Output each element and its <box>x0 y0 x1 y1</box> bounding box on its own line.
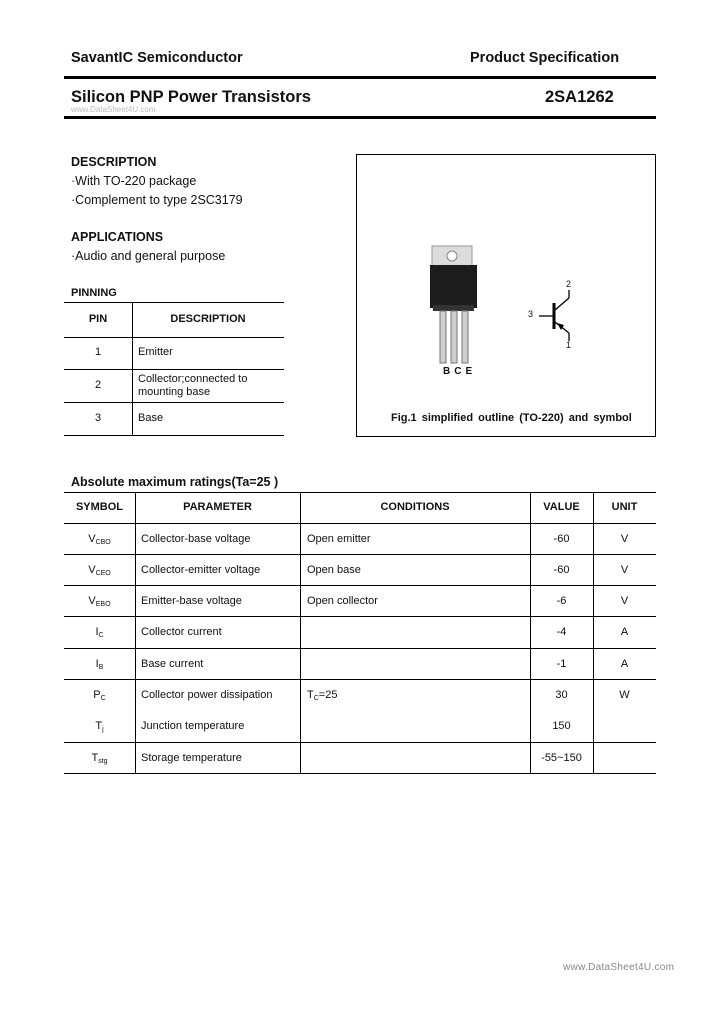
table-row-symbol: $I_B$ <box>95 658 104 671</box>
table-row-parameter: Collector-emitter voltage <box>141 564 261 576</box>
symbol-emitter-label: 1 <box>566 340 572 350</box>
table-row-value: -1 <box>556 658 567 670</box>
table-row-parameter: Collector current <box>141 626 222 638</box>
table-row-parameter: Base current <box>141 658 204 670</box>
symbol-base-label: 3 <box>528 309 534 319</box>
footer-watermark: www.DataSheet4U.com <box>563 962 675 973</box>
header-rule-top <box>64 76 656 79</box>
table-row-parameter: Collector-base voltage <box>141 533 251 545</box>
package-pin-labels <box>443 366 476 377</box>
doc-type: Product Specification <box>470 50 620 66</box>
table-row-symbol: $V_{CBO}$ <box>88 533 111 546</box>
table-row-symbol: $P_C$ <box>93 689 106 702</box>
col-unit: UNIT <box>611 501 638 513</box>
description-heading: DESCRIPTION <box>71 155 157 169</box>
pin-number: 2 <box>94 379 102 391</box>
part-number: 2SA1262 <box>545 88 614 106</box>
pin-description: Emitter <box>138 346 173 358</box>
table-row-condition: $T_C=25$ <box>307 689 338 702</box>
applications-heading: APPLICATIONS <box>71 230 164 244</box>
col-symbol: SYMBOL <box>75 501 124 513</box>
table-row-value: -4 <box>556 626 567 638</box>
col-parameter: PARAMETER <box>183 501 252 513</box>
table-row-value: -55~150 <box>541 752 582 764</box>
company-name: SavantIC Semiconductor <box>71 50 243 66</box>
pin-description: Base <box>138 412 164 424</box>
table-row-value: -60 <box>553 533 570 545</box>
table-row-symbol: $T_{stg}$ <box>91 752 108 765</box>
ratings-heading: Absolute maximum ratings(Ta=25 ) <box>71 475 279 489</box>
header-rule-bottom <box>64 116 656 119</box>
applications-item: ·Audio and general purpose <box>71 249 226 263</box>
col-value: VALUE <box>543 501 580 513</box>
pin-number: 1 <box>94 346 102 358</box>
pin-label-c: C <box>454 366 466 377</box>
pin-label-e: E <box>465 366 477 377</box>
table-row-condition: Open emitter <box>307 533 371 545</box>
table-row-condition: Open base <box>307 564 361 576</box>
figure-box <box>356 154 656 437</box>
table-row-unit: V <box>620 595 629 607</box>
table-row-symbol: $V_{EBO}$ <box>88 595 111 608</box>
desc-col-header: DESCRIPTION <box>170 313 246 325</box>
description-item: ·With TO-220 package <box>71 174 197 188</box>
table-row-unit: V <box>620 533 629 545</box>
pin-description-cont: mounting base <box>138 386 211 398</box>
symbol-collector-label: 2 <box>566 279 572 289</box>
table-row-value: -60 <box>553 564 570 576</box>
page-title: Silicon PNP Power Transistors <box>71 88 311 106</box>
col-conditions: CONDITIONS <box>380 501 450 513</box>
pinning-heading: PINNING <box>71 287 117 299</box>
table-row-unit: A <box>620 658 629 670</box>
table-row-parameter: Junction temperature <box>141 720 245 732</box>
figure-caption: Fig.1 simplified outline (TO-220) and symbol <box>391 412 632 424</box>
table-row-unit: A <box>620 626 629 638</box>
table-row-value: 150 <box>552 720 571 732</box>
table-row-unit: V <box>620 564 629 576</box>
table-row-parameter: Emitter-base voltage <box>141 595 242 607</box>
table-row-parameter: Storage temperature <box>141 752 242 764</box>
table-row-unit: W <box>619 689 630 701</box>
table-row-condition: Open collector <box>307 595 378 607</box>
to220-package-icon <box>357 155 655 436</box>
pin-col-header: PIN <box>88 313 108 325</box>
table-row-symbol: $V_{CEO}$ <box>88 564 111 577</box>
table-row-parameter: Collector power dissipation <box>141 689 273 701</box>
pin-number: 3 <box>94 412 102 424</box>
watermark-top: www.DataSheet4U.com <box>71 105 156 114</box>
description-item: ·Complement to type 2SC3179 <box>71 193 243 207</box>
table-row-value: 30 <box>555 689 568 701</box>
pin-description: Collector;connected to <box>138 373 248 385</box>
pin-label-b: B <box>443 366 455 377</box>
table-row-value: -6 <box>556 595 567 607</box>
table-row-symbol: $T_j$ <box>95 720 104 733</box>
table-row-symbol: $I_C$ <box>95 626 104 639</box>
